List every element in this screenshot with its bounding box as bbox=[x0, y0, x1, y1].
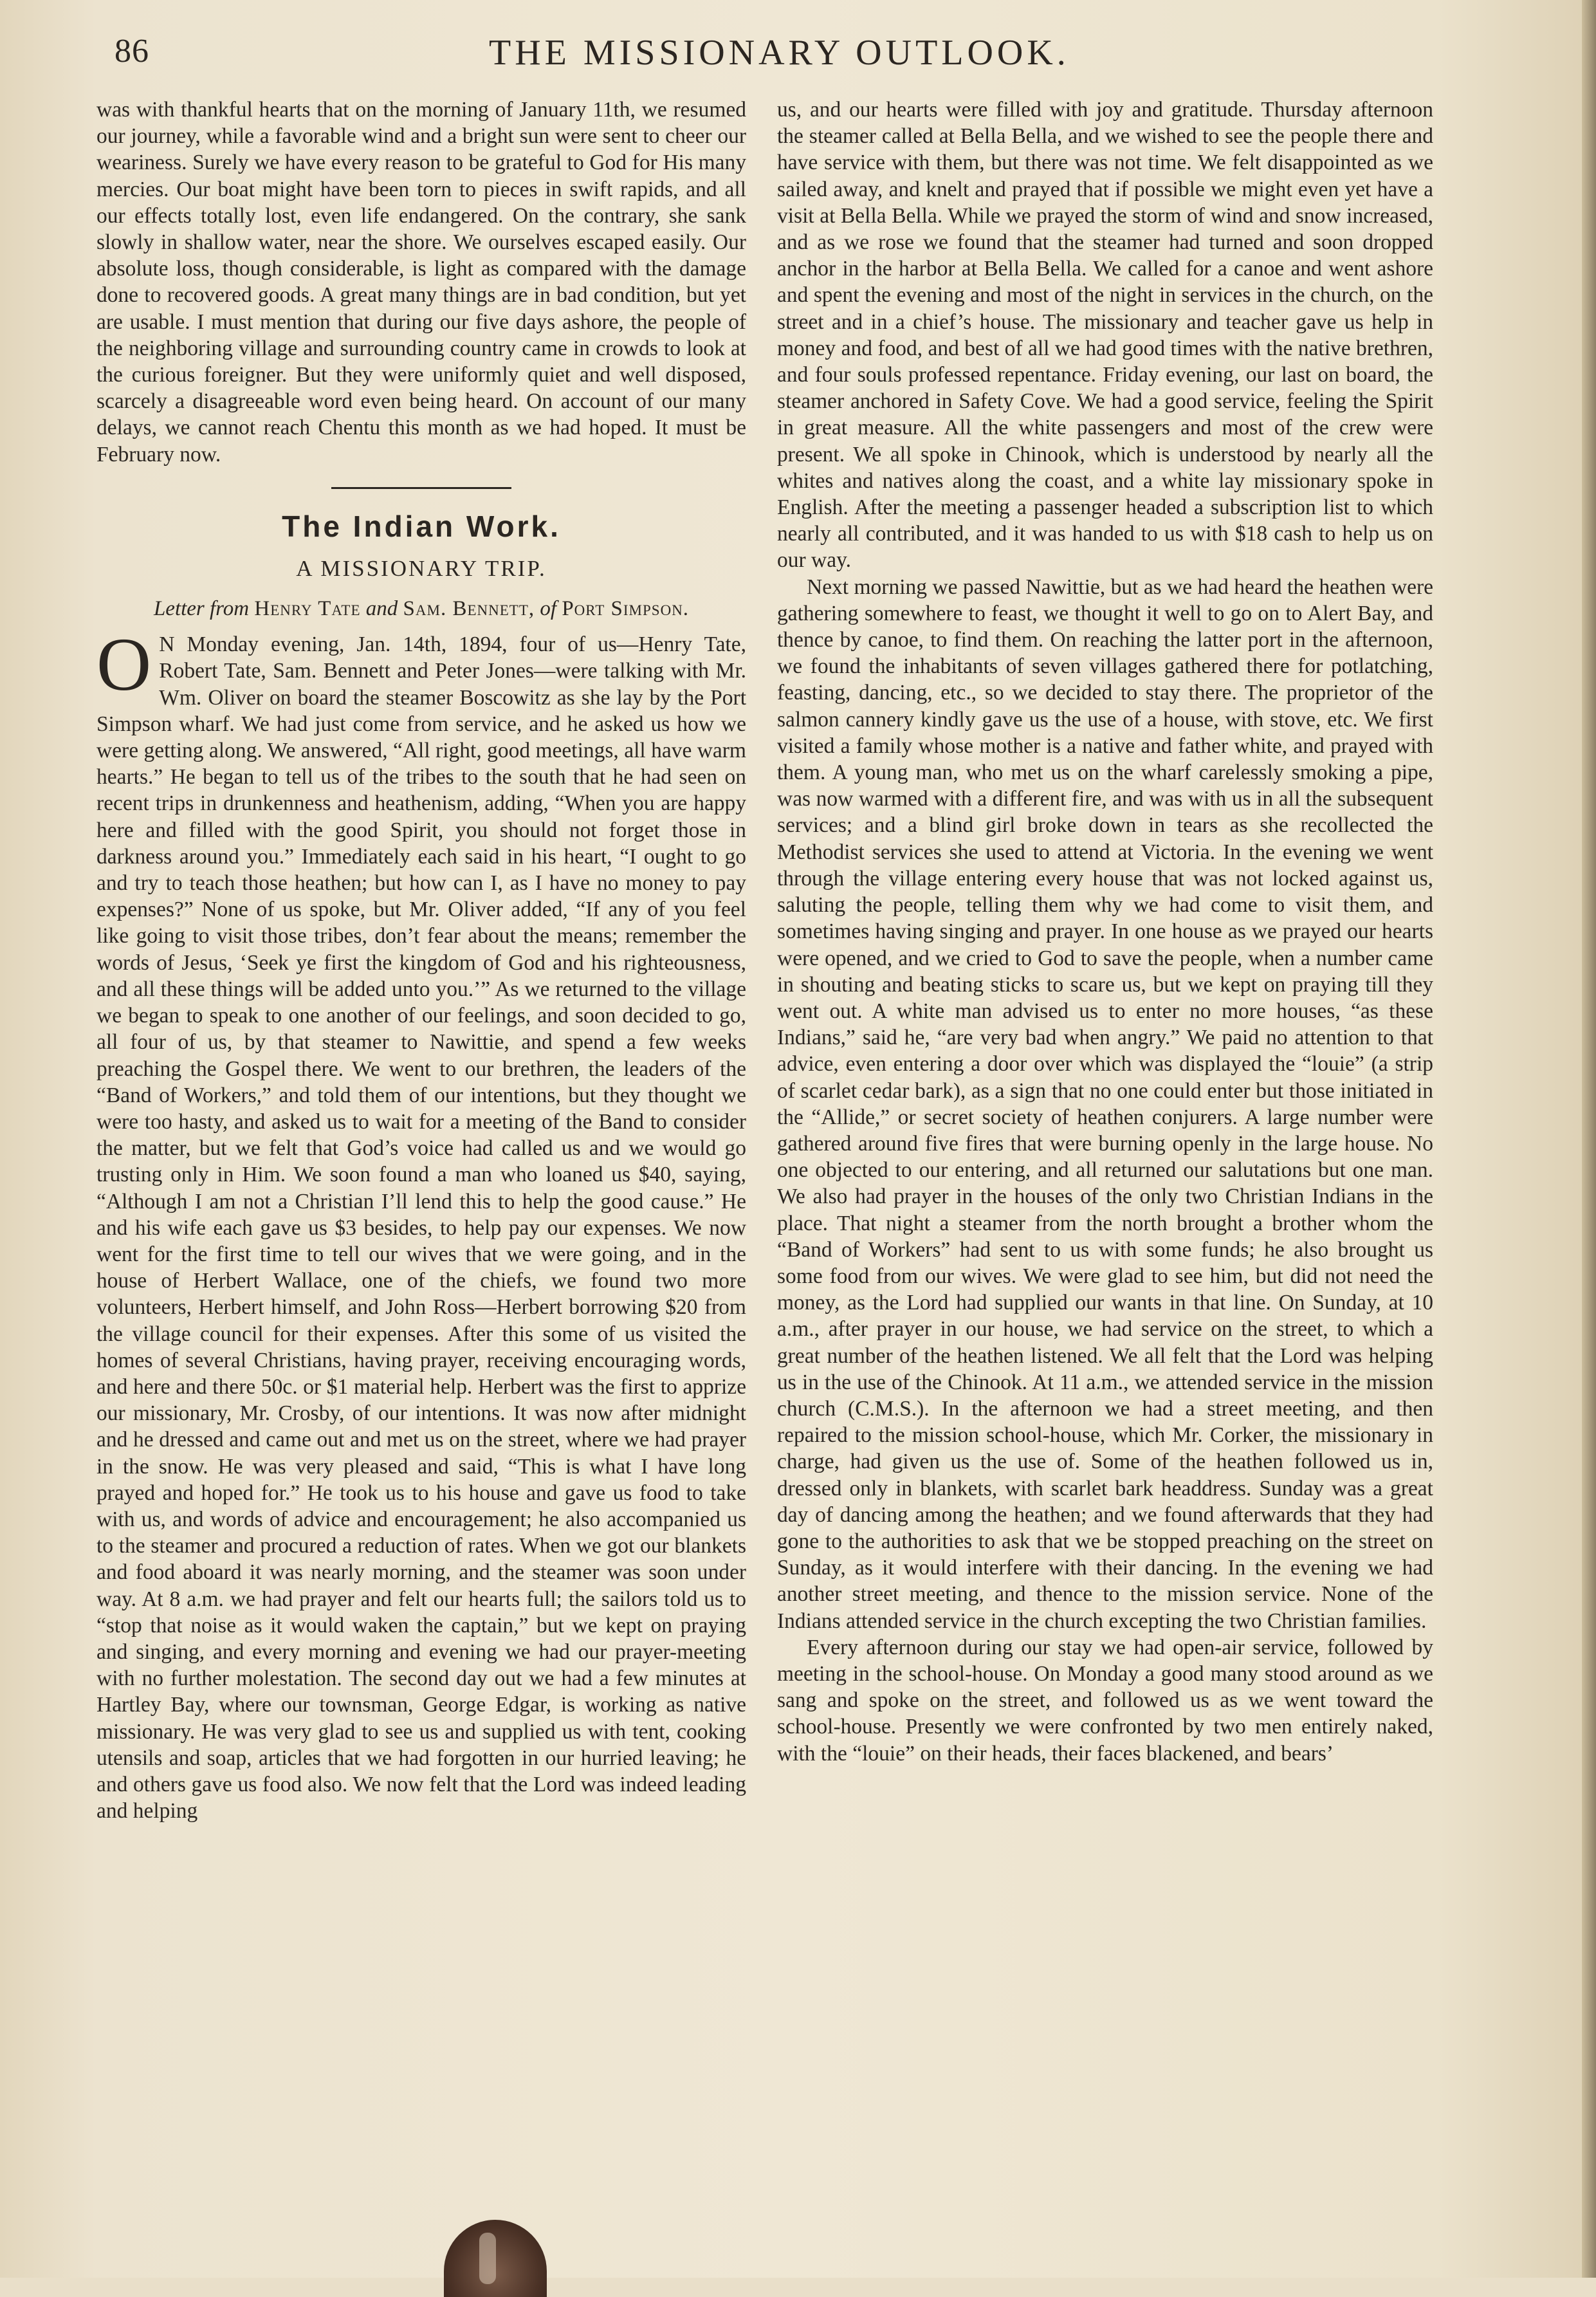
byline-and: and bbox=[365, 597, 398, 621]
section-divider bbox=[331, 487, 511, 489]
running-title: THE MISSIONARY OUTLOOK. bbox=[489, 33, 1070, 73]
byline-place: Port Simpson. bbox=[562, 597, 690, 621]
byline bbox=[96, 596, 746, 622]
paragraph-alert-bay: Next morning we passed Nawittie, but as we had heard the heathen were gathering somewhere to feast, we thought it well to go on to Alert Bay, and thence by canoe, to find them. On reaching the latter port in the afternoon, we found the inhabitants of seven villages gathered there for potlatching, feasting, dancing, etc., so we decided to stay there. The proprietor of the salmon cannery kindly gave us the use of a house, with stove, etc. We first visited a family whose mother is a native and father white, and prayed with them. A young man, who met us on the wharf carelessly smoking a pipe, was now warmed with a different fire, and was with us in all the subsequent services; and a blind girl broke down in tears as she recollected the Methodist services she used to attend at Victoria. In the evening we went through the village entering every house that was not locked against us, saluting the people, telling them why we had come to visit them, and sometimes having singing and prayer. In one house as we prayed our hearts were opened, and we cried to God to save the people, when a number came in shouting and beating sticks to scare us, but we kept on praying till they went out. A white man advised us to enter no more houses, “as these Indians,” said he, “are very bad when angry.” We paid no attention to that advice, even entering a door over which was displayed the “louie” (a strip of scarlet cedar bark), as a sign that no one could enter but those initiated in the “Allide,” or secret society of heathen conjurers. A large number were gathered around five fires that were burning openly in the large house. No one objected to our entering, and all returned our salutations but one man. We also had prayer in the houses of the only two Christian Indians in the place. That night a steamer from the north brought a brother whom the “Band of Workers” had sent to us with some funds; he also brought us some food from our wives. We were glad to see him, but did not need the money, as the Lord had supplied our wants in that line. On Sunday, at 10 a.m., after prayer in our house, we had service on the street, to which a great number of the heathen listened. We all felt that the Lord was helping us in the use of the Chinook. At 11 a.m., we attended service in the mission church (C.M.S.). In the afternoon we had a street meeting, and then repaired to the mission school-house, which Mr. Corker, the missionary in charge, had given us the use of. Some of the heathen followed us in, dressed only in blankets, with scarlet bark headdress. Sunday was a great day of dancing among the heathen; and we found afterwards that they had gone to the authorities to ask that we be stopped preaching on the street on Sunday, as it would interfere with their dancing. In the evening we had another street meeting, and thence to the mission service. None of the Indians attended service in the church excepting the two Christian families. bbox=[777, 575, 1433, 1633]
letter-body bbox=[96, 631, 746, 1824]
book-spine-shadow bbox=[1582, 0, 1596, 2278]
article-subtitle: A MISSIONARY TRIP. bbox=[296, 556, 547, 582]
byline-letter-from: Letter from bbox=[153, 597, 250, 621]
left-column bbox=[96, 97, 746, 1824]
right-column bbox=[777, 97, 1433, 1767]
continued-paragraph: was with thankful hearts that on the morning of January 11th, we resumed our journey, while a favorable wind and a bright sun were sent to cheer our weariness. Surely we have every reason to be grateful to God for His many mercies. Our boat might have been torn to pieces in swift rapids, and all our effects totally lost, even life endangered. On the contrary, she sank slowly in shallow water, near the shore. We ourselves escaped easily. Our absolute loss, though considerable, is light as compared with the damage done to recovered goods. A great many things are in bad condition, but yet are usable. I must mention that during our five days ashore, the people of the neighboring village and surrounding country came in crowds to look at the curious foreigner. But they were uniformly quiet and well disposed, scarcely a disagreeable word even being heard. On account of our many delays, we cannot reach Chentu this month as we had hoped. It must be February now. bbox=[96, 98, 746, 466]
section-title: The Indian Work. bbox=[282, 509, 561, 543]
paragraph-open-air: Every afternoon during our stay we had open-air service, followed by meeting in the school-house. On Monday a good many stood around as we sang and spoke on the street, and followed us as we went toward the school-house. Presently we were confronted by two men entirely naked, with the “louie” on their heads, their faces blackened, and bears’ bbox=[777, 1635, 1433, 1766]
byline-of: of bbox=[540, 597, 557, 621]
letter-paragraph: N Monday evening, Jan. 14th, 1894, four of us—Henry Tate, Robert Tate, Sam. Bennett and Peter Jones—were talking with Mr. Wm. Oliver on board the steamer Boscowitz as she lay by the Port Simpson wharf. We had just come from service, and he asked us how we were getting along. We answered, “All right, good meetings, all have warm hearts.” He began to tell us of the tribes to the south that he had seen on recent trips in drunkenness and heathenism, adding, “When you are happy here and filled with the good Spirit, you should not forget those in darkness around you.” Immediately each said in his heart, “I ought to go and try to teach those heathen; but how can I, as I have no money to pay expenses?” None of us spoke, but Mr. Oliver added, “If any of you feel like going to visit those tribes, don’t fear about the means; remember the words of Jesus, ‘Seek ye first the kingdom of God and his righteousness, and all these things will be added unto you.’” As we returned to the village we began to speak to one another of our feelings, and soon decided to go, all four of us, by that steamer to Nawittie, and spend a few weeks preaching the Gospel there. We went to our brethren, the leaders of the “Band of Workers,” and told them of our intentions, but they thought we were too hasty, and asked us to wait for a meeting of the Band to consider the matter, but we felt that God’s voice had called us and we would go trusting only in Him. We soon found a man who loaned us $40, saying, “Although I am not a Christian I’ll lend this to help the good cause.” He and his wife each gave us $3 besides, to help pay our expenses. We now went for the first time to tell our wives that we were going, and in the house of Herbert Wallace, one of the chiefs, we found two more volunteers, Herbert himself, and John Ross—Herbert borrowing $20 from the village council for their expenses. After this some of us visited the homes of several Christians, having prayer, receiving encouraging words, and here and there 50c. or $1 material help. Herbert was the first to apprize our missionary, Mr. Crosby, of our intentions. It was now after midnight and he dressed and came out and met us on the street, where we had prayer in the snow. He was very pleased and said, “This is what I have long prayed and hoped for.” He took us to his house and gave us food to take with us, and words of advice and encouragement; he also accompanied us to the steamer and procured a reduction of rates. When we got our blankets and food aboard it was nearly morning, and the steamer was soon under way. At 8 a.m. we had prayer and felt our hearts full; the sailors told us to “stop that noise as it would waken the captain,” but we kept on praying and singing, and every morning and evening we had our prayer-meeting with no further molestation. The second day out we had a few minutes at Hartley Bay, where our townsman, George Edgar, is working as native missionary. He was very glad to see us and supplied us with tent, cooking utensils and soap, articles that we had forgotten in our hurried leaving; he and others gave us food also. We now felt that the Lord was indeed leading and helping bbox=[96, 632, 746, 1823]
scanner-thumb-highlight bbox=[479, 2233, 496, 2284]
byline-name-2: Sam. Bennett, bbox=[403, 597, 535, 621]
paragraph-continued: us, and our hearts were filled with joy and gratitude. Thursday afternoon the steamer called at Bella Bella, and we wished to see the people there and have service with them, but there was not time. We felt disappointed as we sailed away, and knelt and prayed that if possible we might even yet have a visit at Bella Bella. While we prayed the storm of wind and snow increased, and as we rose we found that the steamer had turned and soon dropped anchor in the harbor at Bella Bella. We called for a canoe and went ashore and spent the evening and most of the night in services in the church, on the street and in a chief’s house. The missionary and teacher gave us help in money and food, and best of all we had good times with the native brethren, and four souls professed repentance. Friday evening, our last on board, the steamer anchored in Safety Cove. We had a good service, feeling the Spirit in great measure. All the white passengers and most of the crew were present. We all spoke in Chinook, which is understood by nearly all the whites and natives along the coast, and a white lay missionary spoke in English. After the meeting a passenger headed a subscription list to which nearly all contributed, and it was handed to us with $18 cash to help us on our way. bbox=[777, 98, 1433, 573]
drop-cap: O bbox=[96, 631, 152, 707]
page-number: 86 bbox=[115, 33, 149, 69]
byline-name-1: Henry Tate bbox=[254, 597, 361, 621]
